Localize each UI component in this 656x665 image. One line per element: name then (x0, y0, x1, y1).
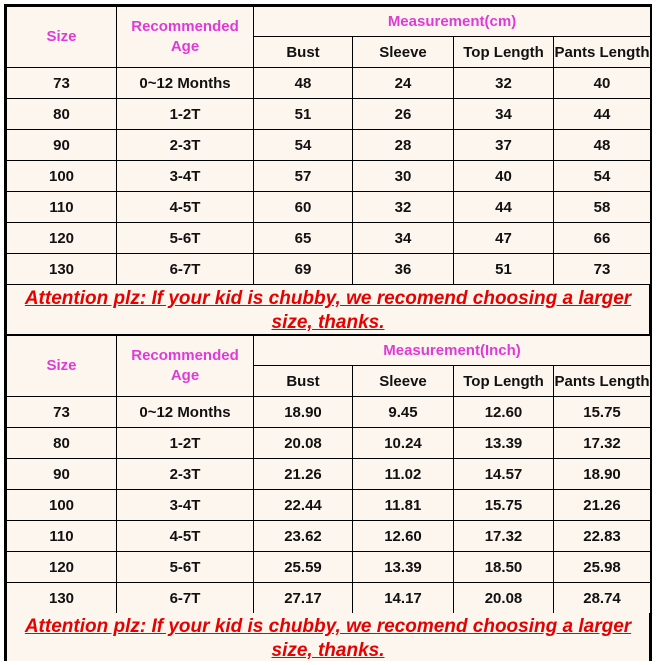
sleeve-cell: 13.39 (353, 552, 454, 583)
size-cell: 110 (7, 521, 117, 552)
top-length-cell: 40 (454, 161, 554, 192)
size-cell: 130 (7, 254, 117, 285)
age-cell: 5-6T (117, 552, 254, 583)
pants-length-header: Pants Length (554, 366, 651, 397)
table-row (7, 130, 651, 161)
pants-length-cell: 18.90 (554, 459, 651, 490)
sleeve-header: Sleeve (353, 366, 454, 397)
bust-cell: 23.62 (254, 521, 353, 552)
bust-cell: 57 (254, 161, 353, 192)
size-header: Size (7, 336, 117, 397)
pants-length-cell: 40 (554, 68, 651, 99)
table-row (7, 397, 651, 428)
top-length-cell: 14.57 (454, 459, 554, 490)
age-cell: 1-2T (117, 99, 254, 130)
top-length-cell: 15.75 (454, 490, 554, 521)
top-length-header: Top Length (454, 37, 554, 68)
age-header-line1: Recommended (131, 347, 239, 364)
pants-length-cell: 15.75 (554, 397, 651, 428)
sleeve-cell: 12.60 (353, 521, 454, 552)
age-cell: 2-3T (117, 459, 254, 490)
size-table-inch-block (6, 335, 650, 614)
top-length-cell: 32 (454, 68, 554, 99)
bust-cell: 20.08 (254, 428, 353, 459)
sleeve-cell: 34 (353, 223, 454, 254)
bust-cell: 21.26 (254, 459, 353, 490)
pants-length-cell: 66 (554, 223, 651, 254)
size-table-cm (6, 6, 651, 285)
table-row (7, 254, 651, 285)
bust-cell: 54 (254, 130, 353, 161)
attention-note: Attention plz: If your kid is chubby, we recomend choosing a larger size, thanks. (6, 285, 650, 335)
sleeve-cell: 26 (353, 99, 454, 130)
age-cell: 3-4T (117, 490, 254, 521)
size-header: Size (7, 7, 117, 68)
sleeve-cell: 10.24 (353, 428, 454, 459)
table-row (7, 68, 651, 99)
top-length-cell: 37 (454, 130, 554, 161)
top-length-cell: 44 (454, 192, 554, 223)
age-header (117, 336, 254, 397)
top-length-cell: 12.60 (454, 397, 554, 428)
pants-length-cell: 54 (554, 161, 651, 192)
bust-cell: 60 (254, 192, 353, 223)
age-cell: 5-6T (117, 223, 254, 254)
age-cell: 6-7T (117, 583, 254, 614)
size-cell: 100 (7, 490, 117, 521)
size-cell: 90 (7, 130, 117, 161)
table-row (7, 459, 651, 490)
table-row (7, 428, 651, 459)
pants-length-cell: 73 (554, 254, 651, 285)
table-row (7, 552, 651, 583)
age-cell: 3-4T (117, 161, 254, 192)
bust-cell: 22.44 (254, 490, 353, 521)
size-table-inch (6, 335, 651, 614)
top-length-cell: 13.39 (454, 428, 554, 459)
measurement-title: Measurement(Inch) (254, 336, 651, 366)
pants-length-cell: 25.98 (554, 552, 651, 583)
sleeve-cell: 24 (353, 68, 454, 99)
sleeve-cell: 11.81 (353, 490, 454, 521)
size-table-cm-block (6, 6, 650, 285)
age-cell: 0~12 Months (117, 68, 254, 99)
top-length-cell: 47 (454, 223, 554, 254)
age-cell: 6-7T (117, 254, 254, 285)
bust-cell: 69 (254, 254, 353, 285)
table-row (7, 99, 651, 130)
sleeve-cell: 14.17 (353, 583, 454, 614)
top-length-cell: 51 (454, 254, 554, 285)
size-cell: 73 (7, 68, 117, 99)
bust-cell: 18.90 (254, 397, 353, 428)
top-length-cell: 18.50 (454, 552, 554, 583)
age-cell: 2-3T (117, 130, 254, 161)
bust-header: Bust (254, 37, 353, 68)
size-cell: 80 (7, 428, 117, 459)
age-header-line1: Recommended (131, 18, 239, 35)
top-length-cell: 34 (454, 99, 554, 130)
pants-length-cell: 17.32 (554, 428, 651, 459)
bust-cell: 51 (254, 99, 353, 130)
sleeve-cell: 36 (353, 254, 454, 285)
sleeve-header: Sleeve (353, 37, 454, 68)
table-row (7, 583, 651, 614)
table-row (7, 521, 651, 552)
table-row (7, 223, 651, 254)
size-cell: 120 (7, 223, 117, 254)
size-cell: 130 (7, 583, 117, 614)
measurement-title: Measurement(cm) (254, 7, 651, 37)
pants-length-cell: 28.74 (554, 583, 651, 614)
bust-cell: 65 (254, 223, 353, 254)
size-cell: 110 (7, 192, 117, 223)
pants-length-cell: 58 (554, 192, 651, 223)
age-cell: 0~12 Months (117, 397, 254, 428)
attention-note: Attention plz: If your kid is chubby, we recomend choosing a larger size, thanks. (6, 613, 650, 661)
age-header (117, 7, 254, 68)
sleeve-cell: 28 (353, 130, 454, 161)
pants-length-header: Pants Length (554, 37, 651, 68)
age-header-line2: Age (170, 367, 200, 384)
top-length-cell: 17.32 (454, 521, 554, 552)
table-row (7, 490, 651, 521)
pants-length-cell: 22.83 (554, 521, 651, 552)
sleeve-cell: 32 (353, 192, 454, 223)
pants-length-cell: 44 (554, 99, 651, 130)
age-cell: 4-5T (117, 521, 254, 552)
sleeve-cell: 30 (353, 161, 454, 192)
bust-header: Bust (254, 366, 353, 397)
sleeve-cell: 9.45 (353, 397, 454, 428)
size-cell: 100 (7, 161, 117, 192)
pants-length-cell: 21.26 (554, 490, 651, 521)
size-cell: 73 (7, 397, 117, 428)
table-row (7, 161, 651, 192)
sleeve-cell: 11.02 (353, 459, 454, 490)
age-cell: 1-2T (117, 428, 254, 459)
pants-length-cell: 48 (554, 130, 651, 161)
bust-cell: 27.17 (254, 583, 353, 614)
size-cell: 90 (7, 459, 117, 490)
size-cell: 120 (7, 552, 117, 583)
bust-cell: 48 (254, 68, 353, 99)
top-length-header: Top Length (454, 366, 554, 397)
bust-cell: 25.59 (254, 552, 353, 583)
top-length-cell: 20.08 (454, 583, 554, 614)
age-header-line2: Age (170, 38, 200, 55)
size-chart (4, 4, 652, 661)
age-cell: 4-5T (117, 192, 254, 223)
size-cell: 80 (7, 99, 117, 130)
table-row (7, 192, 651, 223)
